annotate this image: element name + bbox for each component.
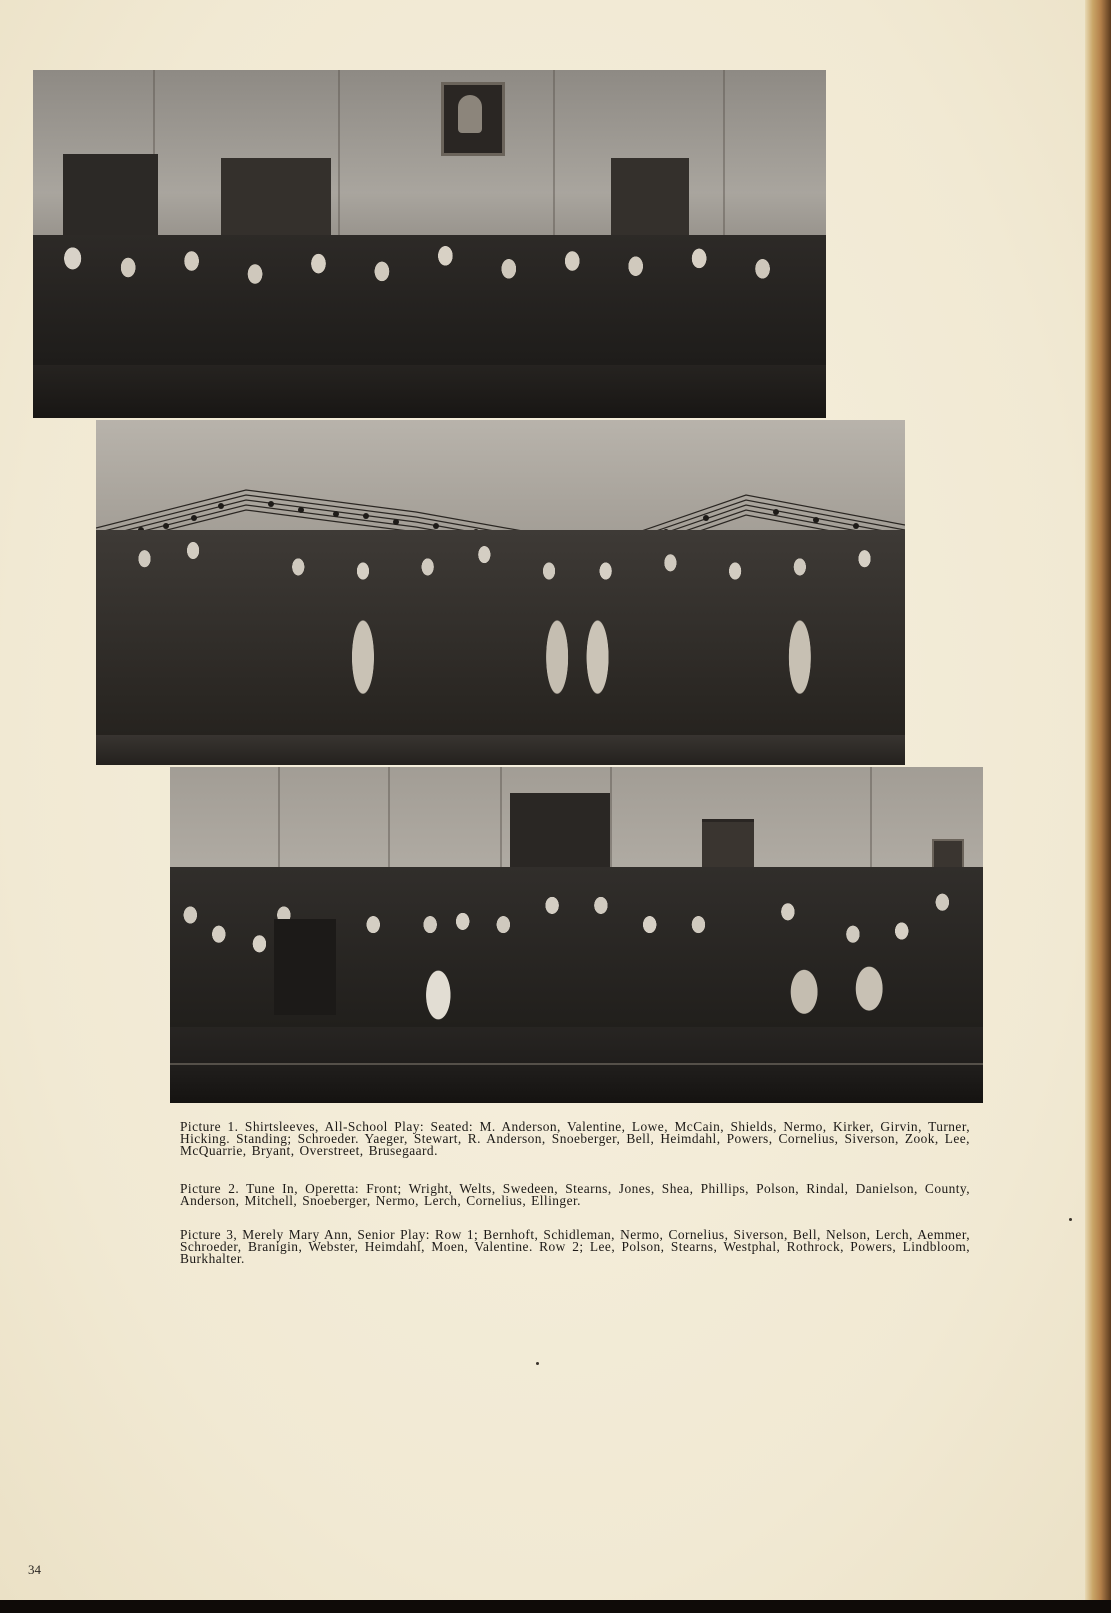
paper-speck bbox=[1069, 1218, 1072, 1221]
page-number: 34 bbox=[28, 1562, 41, 1577]
book-bottom-edge bbox=[0, 1600, 1111, 1613]
photo-tune-in-operetta-cast bbox=[96, 420, 905, 765]
photo-2-costumed-cast bbox=[96, 530, 905, 735]
photo-1-portrait-frame bbox=[441, 82, 505, 156]
photo-shirtsleeves-cast bbox=[33, 70, 826, 418]
caption-picture-3: Picture 3, Merely Mary Ann, Senior Play: Row 1; Bernhoft, Schidleman, Nermo, Cornelius, Siverson, Bell, Nelson, Lerch, Aemmer, Schroeder, Branigin, Webster, Heimdahl, Moen, Valentine. Row 2; Lee, Polson, Stearns, Westphal, Rothrock, Powers, Lindbloom, Burkhalter. bbox=[180, 1227, 970, 1267]
caption-picture-1: Picture 1. Shirtsleeves, All-School Play: Seated: M. Anderson, Valentine, Lowe, McCain, Shields, Nermo, Kirker, Girvin, Turner, Hicking. Standing; Schroeder. Yaeger, Stewart, R. Anderson, Snoeberger, Bell, Heimdahl, Powers, Cornelius, Siverson, Zook, Lee, McQuarrie, Bryant, Overstreet, Brusegaard. bbox=[180, 1119, 970, 1159]
photo-merely-mary-ann-cast bbox=[170, 767, 983, 1103]
photo-3-rug-edge bbox=[170, 1063, 983, 1065]
photo-1-cast-group bbox=[33, 235, 826, 365]
paper-speck bbox=[536, 1362, 539, 1365]
book-spine-edge bbox=[1085, 0, 1111, 1613]
caption-picture-2: Picture 2. Tune In, Operetta: Front; Wright, Welts, Swedeen, Stearns, Jones, Shea, Phillips, Polson, Rindal, Danielson, County, Anderson, Mitchell, Snoeberger, Nermo, Lerch, Cornelius, Ellinger. bbox=[180, 1181, 970, 1209]
photo-3-piano bbox=[274, 919, 336, 1015]
photo-2-stage-floor bbox=[96, 731, 905, 765]
